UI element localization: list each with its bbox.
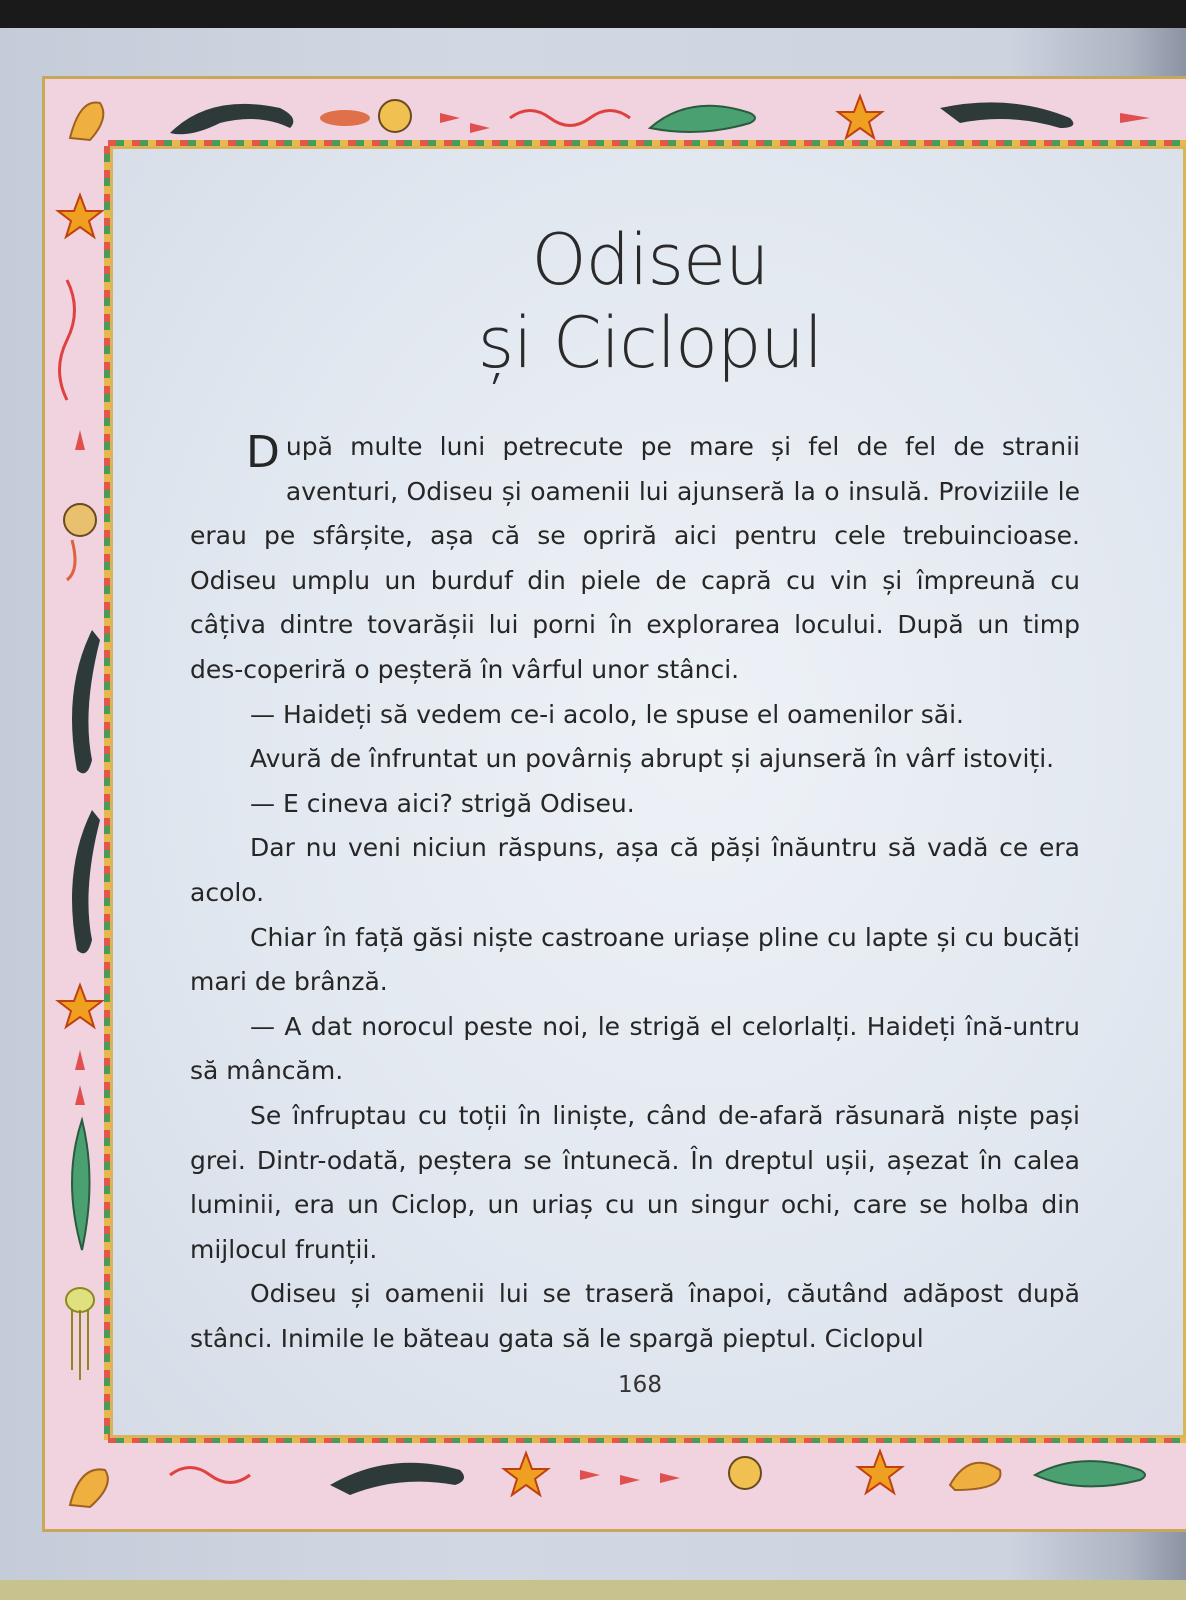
starfish-icon [504,1453,548,1495]
paragraph-3: Avură de înfruntat un povârniș abrupt și ajunseră în vârf istoviți. [250,744,1055,774]
title-line-2: și Ciclopul [477,302,823,384]
shell-icon-2 [950,1463,1000,1490]
snail-shell-icon [729,1457,761,1489]
starfish-icon-2 [858,1451,902,1493]
paragraph-2: — Haideți să vedem ce-i acolo, le spuse el oamenilor săi. [250,699,964,729]
green-fish-icon [1035,1461,1145,1486]
starfish-icon-2 [58,985,102,1027]
drop-cap: D [246,427,280,478]
small-fish-icon [580,1470,680,1485]
fish-icon [320,110,370,126]
paragraph-5: Dar nu veni niciun răspuns, așa că păși înăuntru să vadă ce era acolo. [190,833,1080,907]
dolphin-icon-2 [72,810,100,953]
dolphin-icon [330,1463,464,1495]
seaweed-icon [60,280,75,400]
small-fish-icon [75,430,85,450]
bottom-border-illustrations [60,1445,1186,1525]
small-fish-icon-2 [75,1050,85,1105]
left-border-illustrations [52,150,108,1450]
jellyfish-icon [66,1288,94,1380]
page-number: 168 [618,1372,662,1398]
small-fish-icon [440,113,490,133]
starfish-icon [838,96,882,138]
bottom-edge [0,1580,1186,1600]
paragraph-4: — E cineva aici? strigă Odiseu. [250,788,635,818]
shell-icon [70,1469,108,1507]
top-border-illustrations [60,88,1186,148]
shell-icon [70,102,103,140]
dolphin-icon [170,104,293,134]
story-text [190,425,1080,1361]
paragraph-9: Odiseu și oamenii lui se traseră înapoi, căutând adăpost după stânci. Inimile le băteau gata să le spargă pieptul. Ciclopul [190,1279,1080,1353]
octopus-icon [510,111,630,126]
paragraph-6: Chiar în față găsi niște castroane uriașe pline cu lapte și cu bucăți mari de brânză. [190,922,1080,997]
fish-icon-2 [1120,113,1150,123]
title-line-1: Odiseu [531,219,769,301]
dolphin-icon [72,630,100,773]
green-fish-icon [650,106,755,132]
octopus-icon [170,1468,250,1483]
starfish-icon [58,195,102,237]
paragraph-7: — A dat norocul peste noi, le strigă el celorlalți. Haideți înă-untru să mâncăm. [190,1011,1080,1086]
snail-shell-icon [379,100,411,132]
paragraph-8: Se înfruptau cu toții în liniște, când de-afară răsunară niște pași grei. Dintr-odată, peștera se întunecă. În dreptul ușii, așezat în calea luminii, era un Ciclop, un uriaș cu un singur ochi, care se holba din mijlocul frunții. [190,1100,1080,1264]
paragraph-1: După multe luni petrecute pe mare și fel de fel de stranii aventuri, Odiseu și oamenii lui ajunseră la o insulă. Proviziile le erau pe sfârșite, așa că se opriră aici pentru cele trebuincioase. Odiseu umplu un burduf din piele de capră cu vin și împreună cu câțiva dintre tovarășii lui porni în explorarea locului. După un timp des-coperiră o peșteră în vârful unor stânci. [190,427,1080,684]
green-fish-icon [72,1120,90,1250]
dolphin-icon-2 [940,102,1073,128]
nautilus-icon [64,504,96,580]
